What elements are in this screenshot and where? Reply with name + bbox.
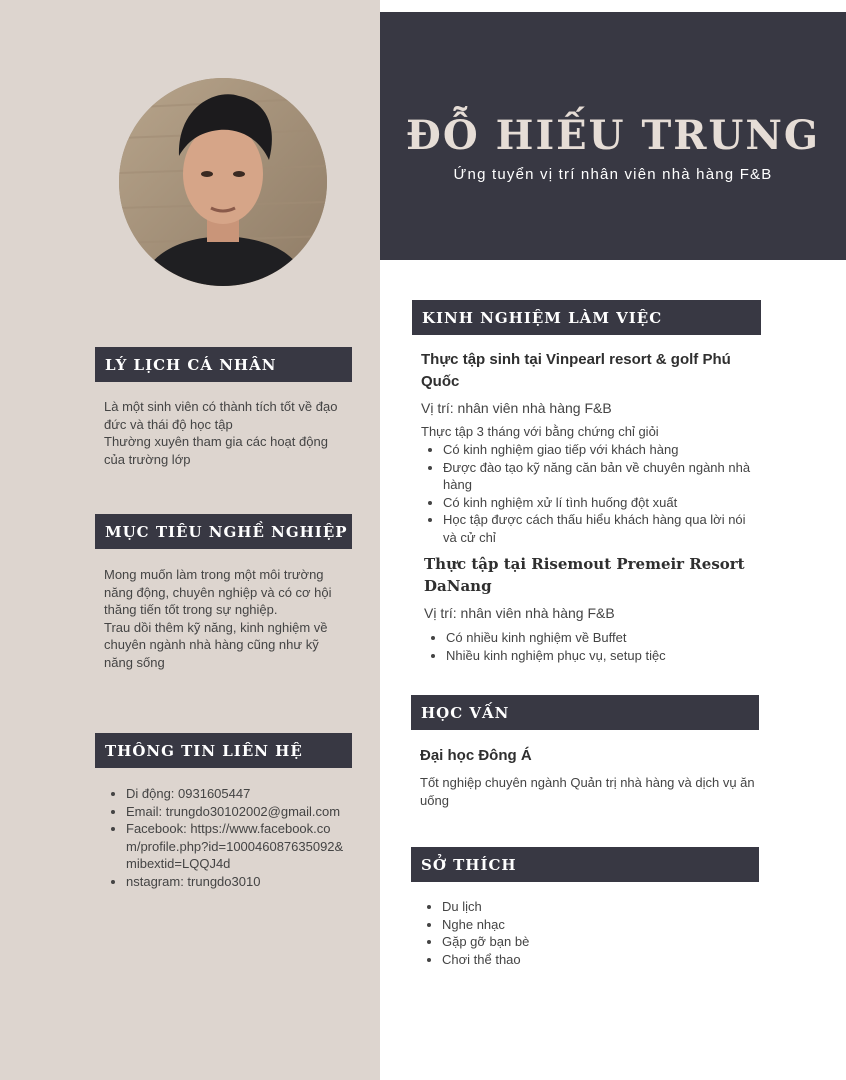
contact-list xyxy=(104,785,344,890)
hobby-item: • Nghe nhạc xyxy=(442,916,720,934)
objective-line: Mong muốn làm trong một môi trường năng động, chuyên nghiệp và có cơ hội thăng tiến tốt trong sự nghiệp. xyxy=(104,567,332,617)
job-bullet: • Được đào tạo kỹ năng căn bản về chuyên ngành nhà hàng xyxy=(443,459,751,494)
hobby-item: • Chơi thể thao xyxy=(442,951,720,969)
hobby-item: • Du lịch xyxy=(442,898,720,916)
job-bullet: • Có nhiều kinh nghiệm về Buffet xyxy=(446,629,754,647)
objective-text xyxy=(104,566,339,671)
profile-line: Thường xuyên tham gia các hoạt động của trường lớp xyxy=(104,434,328,467)
profile-text xyxy=(104,398,349,468)
school-name: Đại học Đông Á xyxy=(420,747,532,764)
contact-phone: • Di động: 0931605447 xyxy=(126,785,344,803)
hobbies-list xyxy=(420,898,720,968)
job-role: Vị trí: nhân viên nhà hàng F&B xyxy=(424,605,615,621)
profile-line: Là một sinh viên có thành tích tốt về đạo đức và thái độ học tập xyxy=(104,399,338,432)
job-bullets xyxy=(421,441,751,546)
job-bullet: • Nhiều kinh nghiệm phục vụ, setup tiệc xyxy=(446,647,754,665)
job-role: Vị trí: nhân viên nhà hàng F&B xyxy=(421,400,612,416)
job-title: Thực tập sinh tại Vinpearl resort & golf Phú Quốc xyxy=(421,351,731,390)
header-banner xyxy=(380,12,846,260)
position-subtitle: Ứng tuyển vị trí nhân viên nhà hàng F&B xyxy=(453,166,773,183)
hobby-item: • Gặp gỡ bạn bè xyxy=(442,933,720,951)
education-detail: Tốt nghiệp chuyên ngành Quản trị nhà hàng và dịch vụ ăn uống xyxy=(420,775,755,808)
profile-photo xyxy=(119,78,327,286)
job-bullet: • Có kinh nghiệm xử lí tình huống đột xuất xyxy=(443,494,751,512)
contact-facebook[interactable]: • Facebook: https://www.facebook.com/profile.php?id=100046087635092&mibextid=LQQJ4d xyxy=(126,820,344,873)
job-note: Thực tập 3 tháng với bằng chứng chỉ giỏi xyxy=(421,424,659,439)
profile-section-title: LÝ LỊCH CÁ NHÂN xyxy=(95,347,352,382)
job-title: Thực tập tại Risemout Premeir Resort DaNang xyxy=(424,555,745,595)
objective-section-title: MỤC TIÊU NGHỀ NGHIỆP xyxy=(95,514,352,549)
job-bullet: • Có kinh nghiệm giao tiếp với khách hàng xyxy=(443,441,751,459)
education-section-title: HỌC VẤN xyxy=(411,695,759,730)
contact-email[interactable]: • Email: trungdo30102002@gmail.com xyxy=(126,803,344,821)
experience-section-title: KINH NGHIỆM LÀM VIỆC xyxy=(412,300,761,335)
job-bullet: • Học tập được cách thấu hiểu khách hàng qua lời nói và cử chỉ xyxy=(443,511,751,546)
candidate-name: ĐỖ HIẾU TRUNG xyxy=(405,112,821,159)
contact-instagram: • nstagram: trungdo3010 xyxy=(126,873,344,891)
contact-section-title: THÔNG TIN LIÊN HỆ xyxy=(95,733,352,768)
job-bullets xyxy=(424,629,754,664)
objective-line: Trau dồi thêm kỹ năng, kinh nghiệm về chuyên ngành nhà hàng cũng như kỹ năng sống xyxy=(104,619,328,670)
hobbies-section-title: SỞ THÍCH xyxy=(411,847,759,882)
